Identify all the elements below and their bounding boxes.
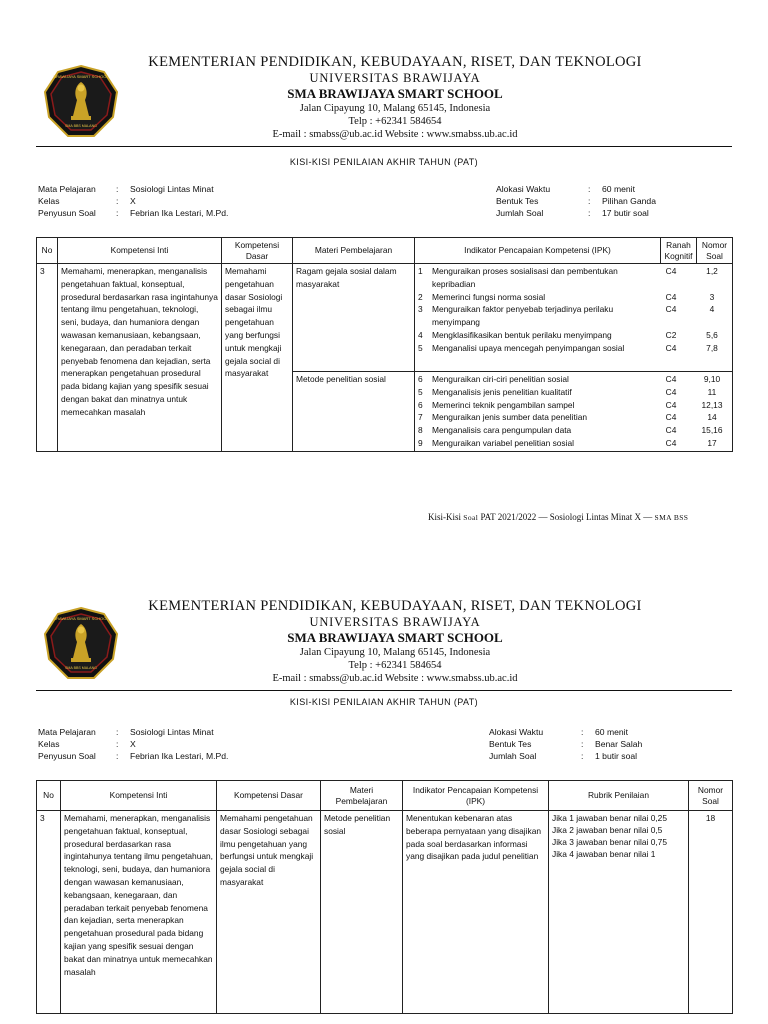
kompetensi-inti: Memahami, menerapkan, menganalisis pengetahuan faktual, konseptual, prosedural berdasarkan rasa ingintahunya tentang ilmu pengetahuan, teknologi, seni, budaya, dan humaniora dengan wawasan kemanusiaan, kebangsaan, kenegaraan, dan peradaban terkait penyebab fenomena dan kejadian, serta menerapkan pengetahuan prosedural pada bidang kajian yang spesifik sesuai dengan bakat dan minatnya untuk memecahkan masalah (58, 264, 222, 452)
row-number: 3 (37, 264, 58, 452)
list-item: 6 Memerinci teknik pengambilan sampel C4 12,13 (418, 399, 723, 410)
university-name: UNIVERSITAS BRAWIJAYA (309, 615, 481, 629)
list-item: 1 Menguraikan proses sosialisasi dan pembentukan kepribadian C4 1,2 (418, 266, 718, 289)
kisi-kisi-table-bs (36, 780, 733, 1014)
table-header-row: No Kompetensi Inti Kompetensi Dasar Materi Pembelajaran Indikator Pencapaian Kompetensi (IPK) Rubrik Penilaian Nomor Soal (37, 781, 733, 811)
ministry-name: KEMENTERIAN PENDIDIKAN, KEBUDAYAAN, RISET, DAN TEKNOLOGI (148, 598, 642, 614)
list-item: 7 Menguraikan jenis sumber data penelitian C4 14 (418, 412, 717, 423)
school-contact: E-mail : smabss@ub.ac.id Website : www.smabss.ub.ac.id (272, 129, 518, 140)
list-item: 3 Menguraikan faktor penyebab terjadinya perilaku menyimpang C4 4 (418, 304, 715, 328)
school-logo-icon (42, 606, 120, 682)
school-contact: E-mail : smabss@ub.ac.id Website : www.smabss.ub.ac.id (272, 673, 518, 684)
table-row (37, 811, 733, 1014)
meta-info-right: Alokasi Waktu : 60 menit Bentuk Tes : Benar Salah Jumlah Soal : 1 butir soal (489, 727, 643, 761)
svg-text:SMA BBS MALANG: SMA BBS MALANG (65, 124, 97, 128)
letterhead-divider (36, 690, 732, 691)
list-item: 8 Menganalisis cara pengumpulan data C4 15,16 (418, 425, 723, 436)
meta-info-left: Mata Pelajaran : Sosiologi Lintas Minat Kelas : X Penyusun Soal : Febrian Ika Lestari, M.Pd. (38, 727, 229, 761)
school-phone: Telp : +62341 584654 (348, 116, 442, 127)
svg-text:SMA BBS MALANG: SMA BBS MALANG (65, 666, 97, 670)
kisi-kisi-table-pg (36, 237, 733, 452)
materi-pembelajaran: Metode penelitian sosial (293, 372, 415, 452)
list-item: Jika 4 jawaban benar nilai 1 (552, 849, 656, 859)
list-item: 6 Menguraikan ciri-ciri penelitian sosial C4 9,10 (418, 374, 721, 384)
kompetensi-inti: Memahami, menerapkan, menganalisis pengetahuan faktual, konseptual, prosedural berdasarkan rasa ingintahunya tentang ilmu pengetahuan, teknologi, seni, budaya, dan humaniora dengan wawasan kemanusiaan, kebangsaan, kenegaraan, dan peradaban terkait penyebab fenomena dan kejadian, serta menerapkan pengetahuan prosedural pada bidang kajian yang spesifik sesuai dengan bakat dan minatnya untuk memecahkan masalah (61, 811, 217, 1014)
meta-info-right: Alokasi Waktu : 60 menit Bentuk Tes : Pilihan Ganda Jumlah Soal : 17 butir soal (496, 184, 656, 218)
school-name: SMA BRAWIJAYA SMART SCHOOL (287, 630, 503, 645)
materi-pembelajaran: Ragam gejala sosial dalam masyarakat (293, 264, 415, 372)
kompetensi-dasar: Memahami pengetahuan dasar Sosiologi sebagai ilmu pengetahuan yang berfungsi untuk mengkaji gejala social di masyarakat (217, 811, 321, 1014)
kompetensi-dasar: Memahami pengetahuan dasar Sosiologi sebagai ilmu pengetahuan yang berfungsi untuk mengkaji gejala social di masyarakat (222, 264, 293, 452)
ipk-group-1 (415, 264, 733, 372)
meta-info-left: Mata Pelajaran : Sosiologi Lintas Minat Kelas : X Penyusun Soal : Febrian Ika Lestari, M.Pd. (38, 184, 229, 218)
rubrik-penilaian (549, 811, 689, 1014)
table-row (37, 264, 733, 372)
list-item: Jika 3 jawaban benar nilai 0,75 (552, 837, 668, 847)
ministry-name: KEMENTERIAN PENDIDIKAN, KEBUDAYAAN, RISET, DAN TEKNOLOGI (148, 54, 642, 70)
school-logo-icon (42, 64, 120, 140)
nomor-soal: 18 (689, 811, 733, 1014)
letterhead (120, 54, 670, 141)
list-item: 5 Menganalisi upaya mencegah penyimpangan sosial C4 7,8 (418, 342, 718, 353)
ipk-group-2 (415, 372, 733, 452)
document-title: KISI-KISI PENILAIAN AKHIR TAHUN (PAT) (289, 157, 479, 167)
list-item: 2 Memerinci fungsi norma sosial C4 3 (418, 291, 715, 302)
list-item: 5 Menganalisis jenis penelitian kualitatif C4 11 (418, 386, 717, 397)
school-name: SMA BRAWIJAYA SMART SCHOOL (287, 86, 503, 101)
materi-pembelajaran: Metode penelitian sosial (321, 811, 403, 1014)
list-item: Jika 1 jawaban benar nilai 0,25 (552, 813, 668, 823)
list-item: 4 Mengklasifikasikan bentuk perilaku menyimpang C2 5,6 (418, 329, 718, 340)
table-header-row: No Kompetensi Inti Kompetensi Dasar Materi Pembelajaran Indikator Pencapaian Kompetensi (IPK) Ranah Kognitif Nomor Soal (37, 238, 733, 264)
list-item: 9 Menguraikan variabel penelitian sosial C4 17 (418, 437, 717, 448)
svg-text:BRAWIJAYA SMART SCHOOL: BRAWIJAYA SMART SCHOOL (53, 74, 109, 79)
school-address: Jalan Cipayung 10, Malang 65145, Indonesia (299, 103, 491, 114)
row-number: 3 (37, 811, 61, 1014)
list-item: Jika 2 jawaban benar nilai 0,5 (552, 825, 663, 835)
letterhead-divider (36, 146, 732, 147)
svg-text:BRAWIJAYA SMART SCHOOL: BRAWIJAYA SMART SCHOOL (53, 616, 109, 621)
university-name: UNIVERSITAS BRAWIJAYA (309, 71, 481, 85)
letterhead (120, 598, 670, 685)
document-title: KISI-KISI PENILAIAN AKHIR TAHUN (PAT) (289, 697, 479, 707)
school-address: Jalan Cipayung 10, Malang 65145, Indonesia (299, 647, 491, 658)
page-footer: Kisi-Kisi Soal PAT 2021/2022 — Sosiologi Lintas Minat X — SMA BSS (428, 512, 689, 522)
school-phone: Telp : +62341 584654 (348, 660, 442, 671)
ipk: Menentukan kebenaran atas beberapa pernyataan yang disajikan pada soal berdasarkan informasi yang disajikan pada judul penelitian (403, 811, 549, 1014)
